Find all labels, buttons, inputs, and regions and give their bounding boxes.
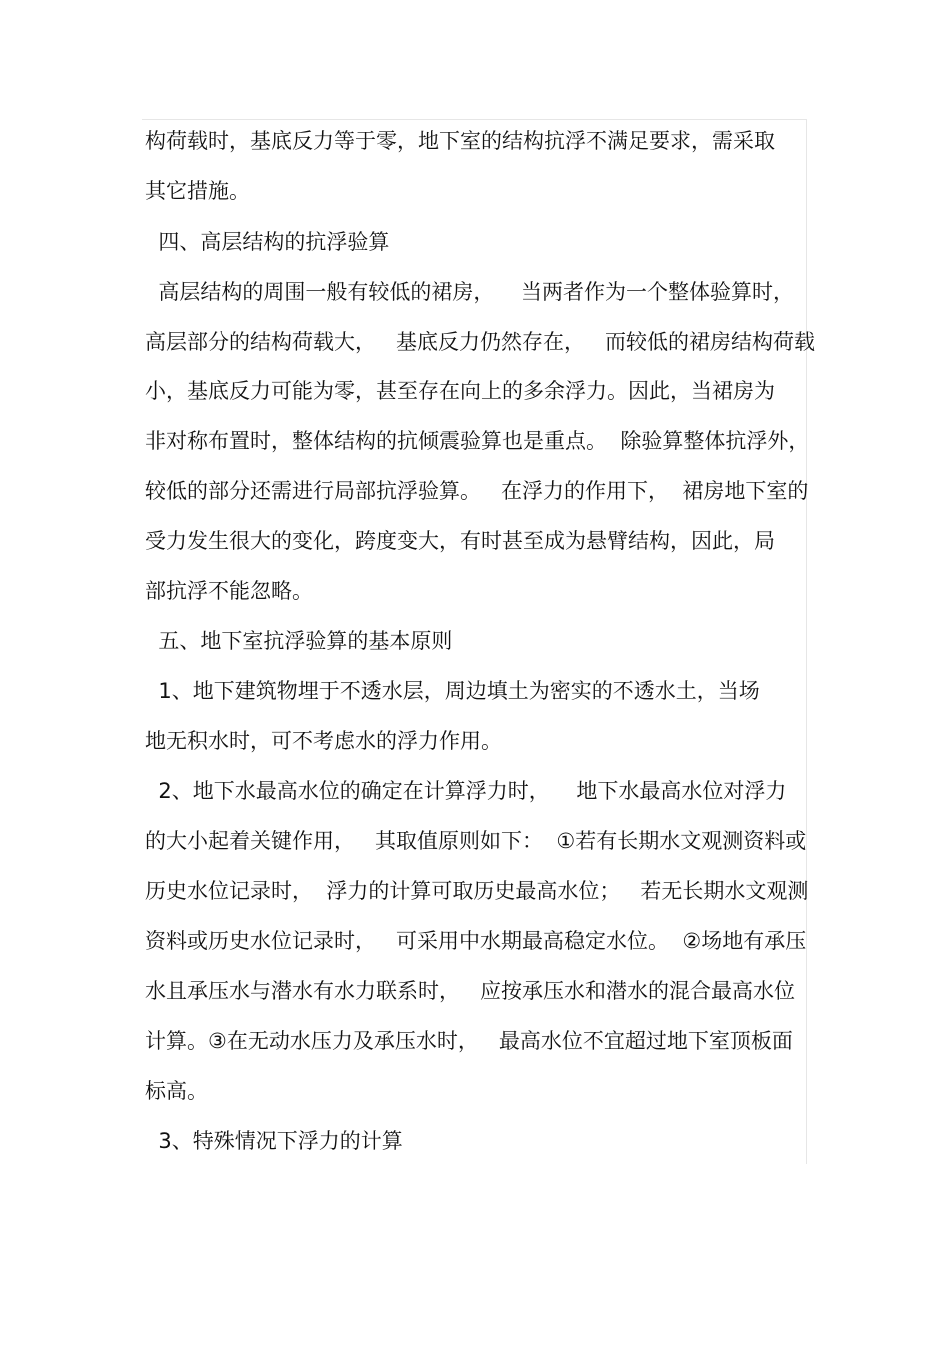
text-line: 水且承压水与潜水有水力联系时， 应按承压水和潜水的混合最高水位 — [145, 979, 796, 1003]
text-line: 其它措施。 — [145, 179, 250, 203]
text-line: 较低的部分还需进行局部抗浮验算。 在浮力的作用下， 裙房地下室的 — [145, 479, 809, 503]
text-line: 高层结构的周围一般有较低的裙房， 当两者作为一个整体验算时， — [145, 280, 795, 304]
text-line: 标高。 — [145, 1079, 208, 1103]
text-line: 构荷载时，基底反力等于零，地下室的结构抗浮不满足要求，需采取 — [145, 129, 775, 153]
text-line: 小，基底反力可能为零，甚至存在向上的多余浮力。因此，当裙房为 — [145, 379, 775, 403]
text-line: 资料或历史水位记录时， 可采用中水期最高稳定水位。 ②场地有承压 — [145, 929, 807, 953]
section-heading: 五、地下室抗浮验算的基本原则 — [145, 629, 453, 653]
text-line: 1、地下建筑物埋于不透水层，周边填土为密实的不透水土，当场 — [145, 679, 760, 703]
text-line: 历史水位记录时， 浮力的计算可取历史最高水位； 若无长期水文观测 — [145, 879, 809, 903]
section-heading: 四、高层结构的抗浮验算 — [145, 230, 390, 254]
text-line: 高层部分的结构荷载大， 基底反力仍然存在， 而较低的裙房结构荷载 — [145, 330, 816, 354]
text-line: 3、特殊情况下浮力的计算 — [145, 1129, 403, 1153]
text-line: 部抗浮不能忽略。 — [145, 579, 313, 603]
text-line: 非对称布置时，整体结构的抗倾震验算也是重点。 除验算整体抗浮外， — [145, 429, 810, 453]
text-line: 受力发生很大的变化，跨度变大，有时甚至成为悬臂结构，因此，局 — [145, 529, 775, 553]
text-line: 地无积水时，可不考虑水的浮力作用。 — [145, 729, 502, 753]
text-line: 的大小起着关键作用， 其取值原则如下： ①若有长期水文观测资料或 — [145, 829, 807, 853]
text-line: 计算。③在无动水压力及承压水时， 最高水位不宜超过地下室顶板面 — [145, 1029, 793, 1053]
text-line: 2、地下水最高水位的确定在计算浮力时， 地下水最高水位对浮力 — [145, 779, 787, 803]
